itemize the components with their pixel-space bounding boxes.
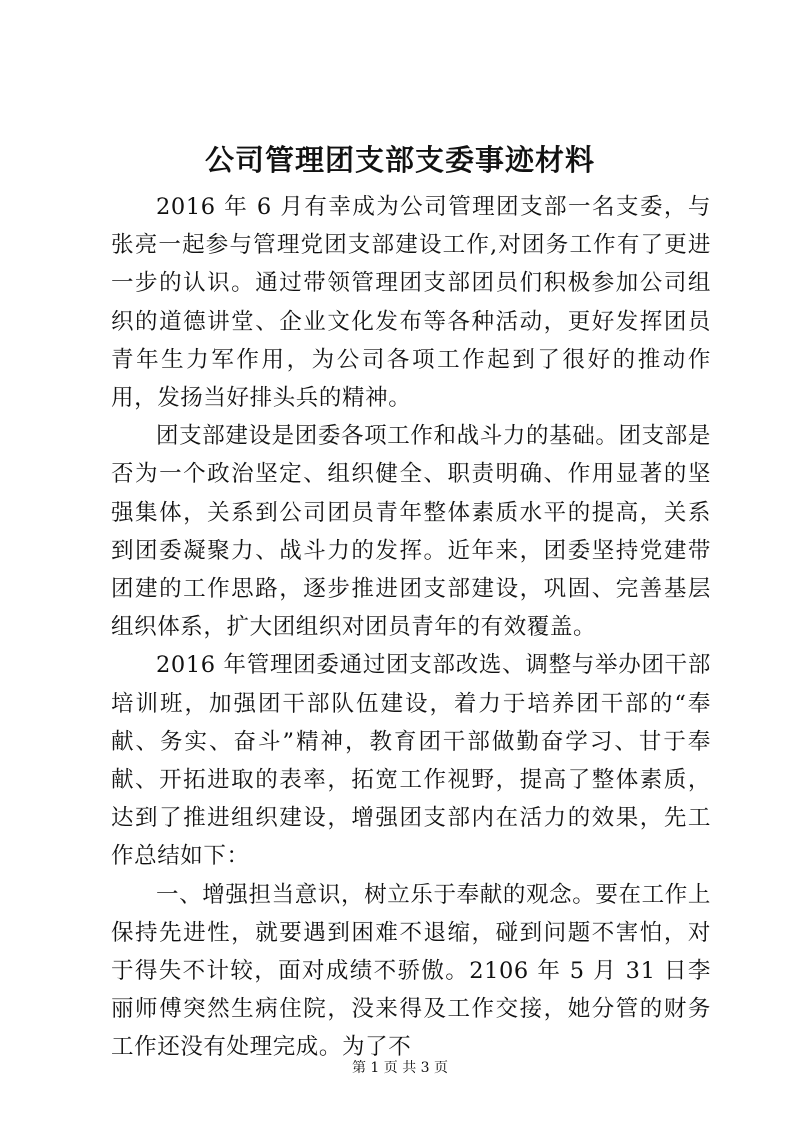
paragraph-4: 一、增强担当意识，树立乐于奉献的观念。要在工作上保持先进性，就要遇到困难不退缩，碰到问题不害怕，对于得失不计较，面对成绩不骄傲。2106 年 5 月 31 日李丽师傅突然生病住院，没来得及工作交接，她分管的财务工作还没有处理完成。为了不 [111, 881, 711, 1061]
paragraph-2: 团支部建设是团委各项工作和战斗力的基础。团支部是否为一个政治坚定、组织健全、职责明确、作用显著的坚强集体，关系到公司团员青年整体素质水平的提高，关系到团委凝聚力、战斗力的发挥。近年来，团委坚持党建带团建的工作思路，逐步推进团支部建设，巩固、完善基层组织体系，扩大团组织对团员青年的有效覆盖。 [111, 423, 711, 641]
paragraph-3: 2016 年管理团委通过团支部改选、调整与举办团干部培训班，加强团干部队伍建设，着力于培养团干部的“奉献、务实、奋斗”精神，教育团干部做勤奋学习、甘于奉献、开拓进取的表率，拓宽工作视野，提高了整体素质，达到了推进组织建设，增强团支部内在活力的效果，先工作总结如下： [111, 652, 711, 870]
paragraph-1: 2016 年 6 月有幸成为公司管理团支部一名支委，与张亮一起参与管理党团支部建设工作,对团务工作有了更进一步的认识。通过带领管理团支部团员们积极参加公司组织的道德讲堂、企业文化发布等各种活动，更好发挥团员青年生力军作用，为公司各项工作起到了很好的推动作用，发扬当好排头兵的精神。 [111, 194, 711, 412]
document-title: 公司管理团支部支委事迹材料 [204, 143, 595, 177]
page-footer: 第 1 页 共 3 页 [351, 1060, 449, 1076]
document-body [111, 188, 711, 1067]
